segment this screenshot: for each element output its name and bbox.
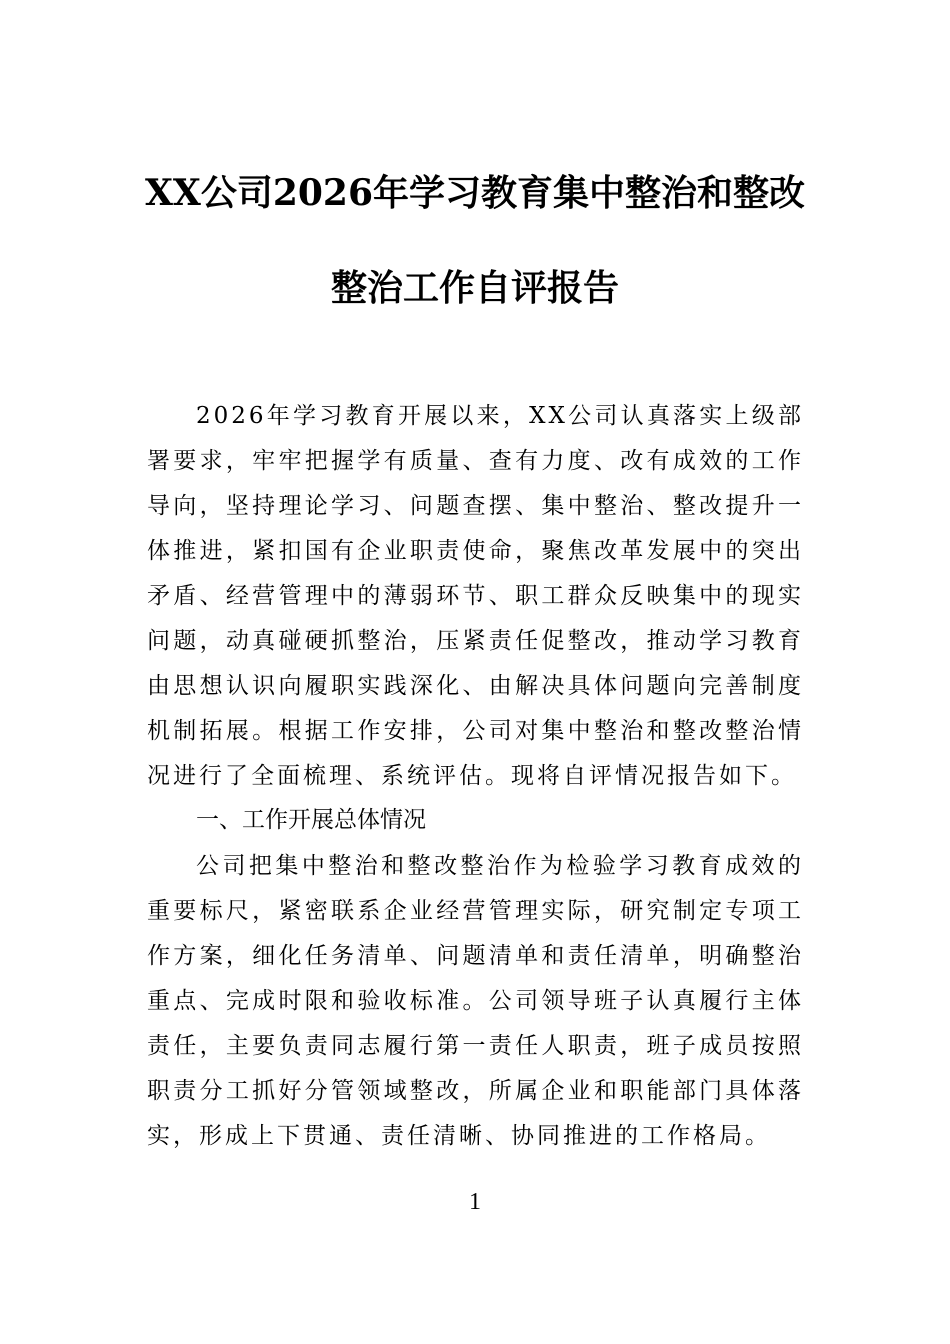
page-number: 1 [469, 1189, 481, 1215]
document-title-line-2: 整治工作自评报告 [330, 267, 619, 309]
document-title-line-1: XX公司2026年学习教育集中整治和整改 [144, 172, 806, 214]
intro-paragraph: 2026年学习教育开展以来，XX公司认真落实上级部署要求，牢牢把握学有质量、查有力度、改有成效的工作导向，坚持理论学习、问题查摆、集中整治、整改提升一体推进，紧扣国有企业职责使命，聚焦改革发展中的突出矛盾、经营管理中的薄弱环节、职工群众反映集中的现实问题，动真碰硬抓整治，压紧责任促整改，推动学习教育由思想认识向履职实践深化、由解决具体问题向完善制度机制拓展。根据工作安排，公司对集中整治和整改整治情况进行了全面梳理、系统评估。现将自评情况报告如下。 [147, 403, 804, 789]
section-1-paragraph: 公司把集中整治和整改整治作为检验学习教育成效的重要标尺，紧密联系企业经营管理实际，研究制定专项工作方案，细化任务清单、问题清单和责任清单，明确整治重点、完成时限和验收标准。公司领导班子认真履行主体责任，主要负责同志履行第一责任人职责，班子成员按照职责分工抓好分管领域整改，所属企业和职能部门具体落实，形成上下贯通、责任清晰、协同推进的工作格局。 [147, 853, 804, 1149]
section-heading-1: 一、工作开展总体情况 [196, 807, 426, 833]
